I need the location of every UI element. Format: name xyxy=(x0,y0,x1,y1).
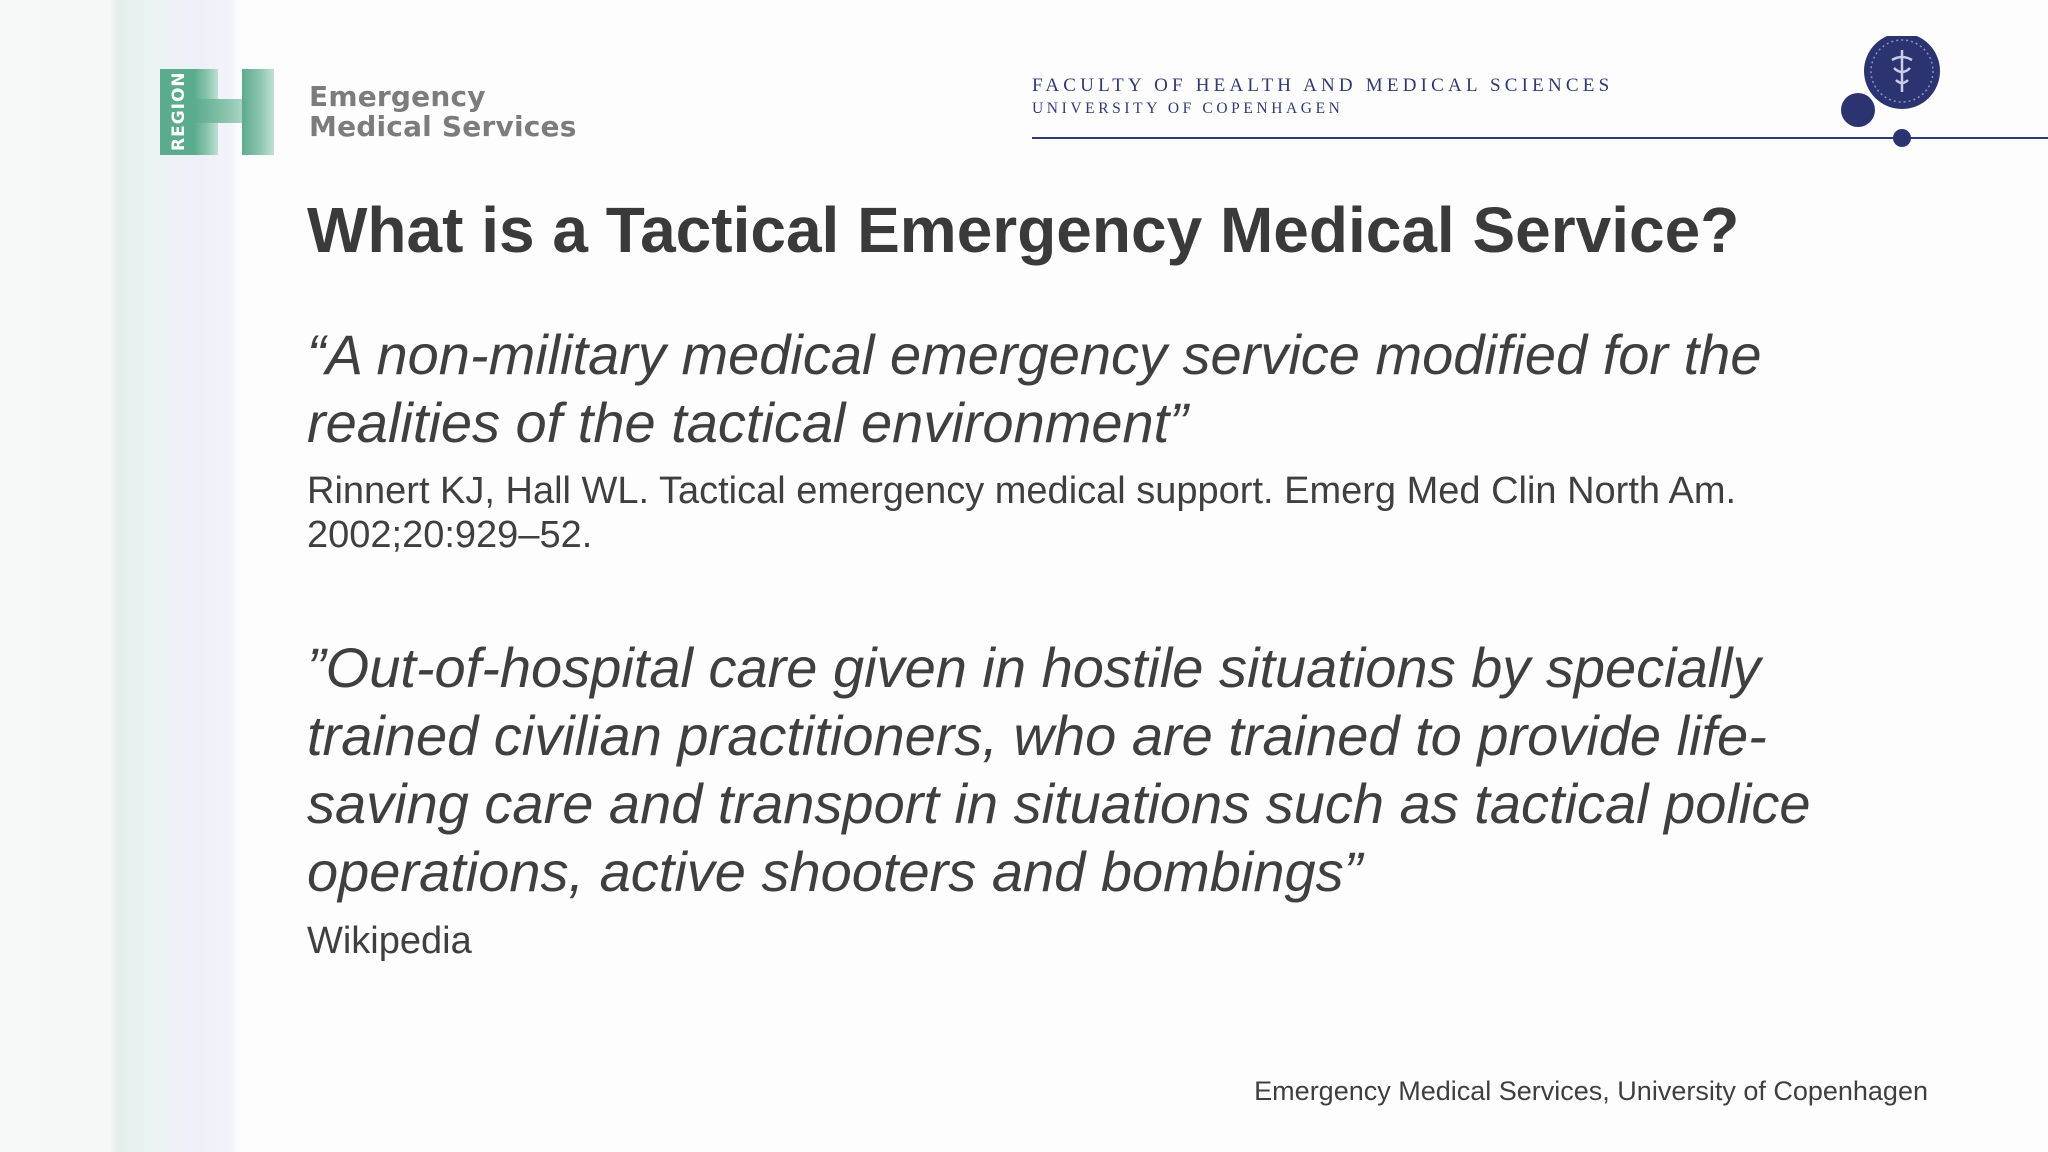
slide-footer: Emergency Medical Services, University of Copenhagen xyxy=(1254,1076,1928,1106)
faculty-header xyxy=(1032,74,1613,120)
citation-1: Rinnert KJ, Hall WL. Tactical emergency medical support. Emerg Med Clin North Am. 2002;20:929–52. xyxy=(307,470,1737,556)
slide-title: What is a Tactical Emergency Medical Service? xyxy=(307,194,1740,266)
ems-logo xyxy=(309,82,577,142)
university-name: UNIVERSITY OF COPENHAGEN xyxy=(1032,100,1344,117)
definition-quote-2: ”Out-of-hospital care given in hostile situations by specially trained civilian practitioners, who are trained to provide life-saving care and transport in situations such as tactical police operations, active shooters and bombings” xyxy=(307,636,1811,903)
ems-logo-line2: Medical Services xyxy=(309,110,577,143)
definition-quote-1: “A non-military medical emergency service modified for the realities of the tactical environment” xyxy=(307,323,1762,454)
university-seal-icon xyxy=(1836,36,2048,148)
ems-logo-line1: Emergency xyxy=(309,80,486,113)
citation-2: Wikipedia xyxy=(307,920,472,962)
side-decoration-bar xyxy=(0,0,238,1152)
region-h-logo-icon xyxy=(160,69,274,155)
region-logo-label: REGION xyxy=(169,71,189,151)
faculty-name: FACULTY OF HEALTH AND MEDICAL SCIENCES xyxy=(1032,75,1614,96)
